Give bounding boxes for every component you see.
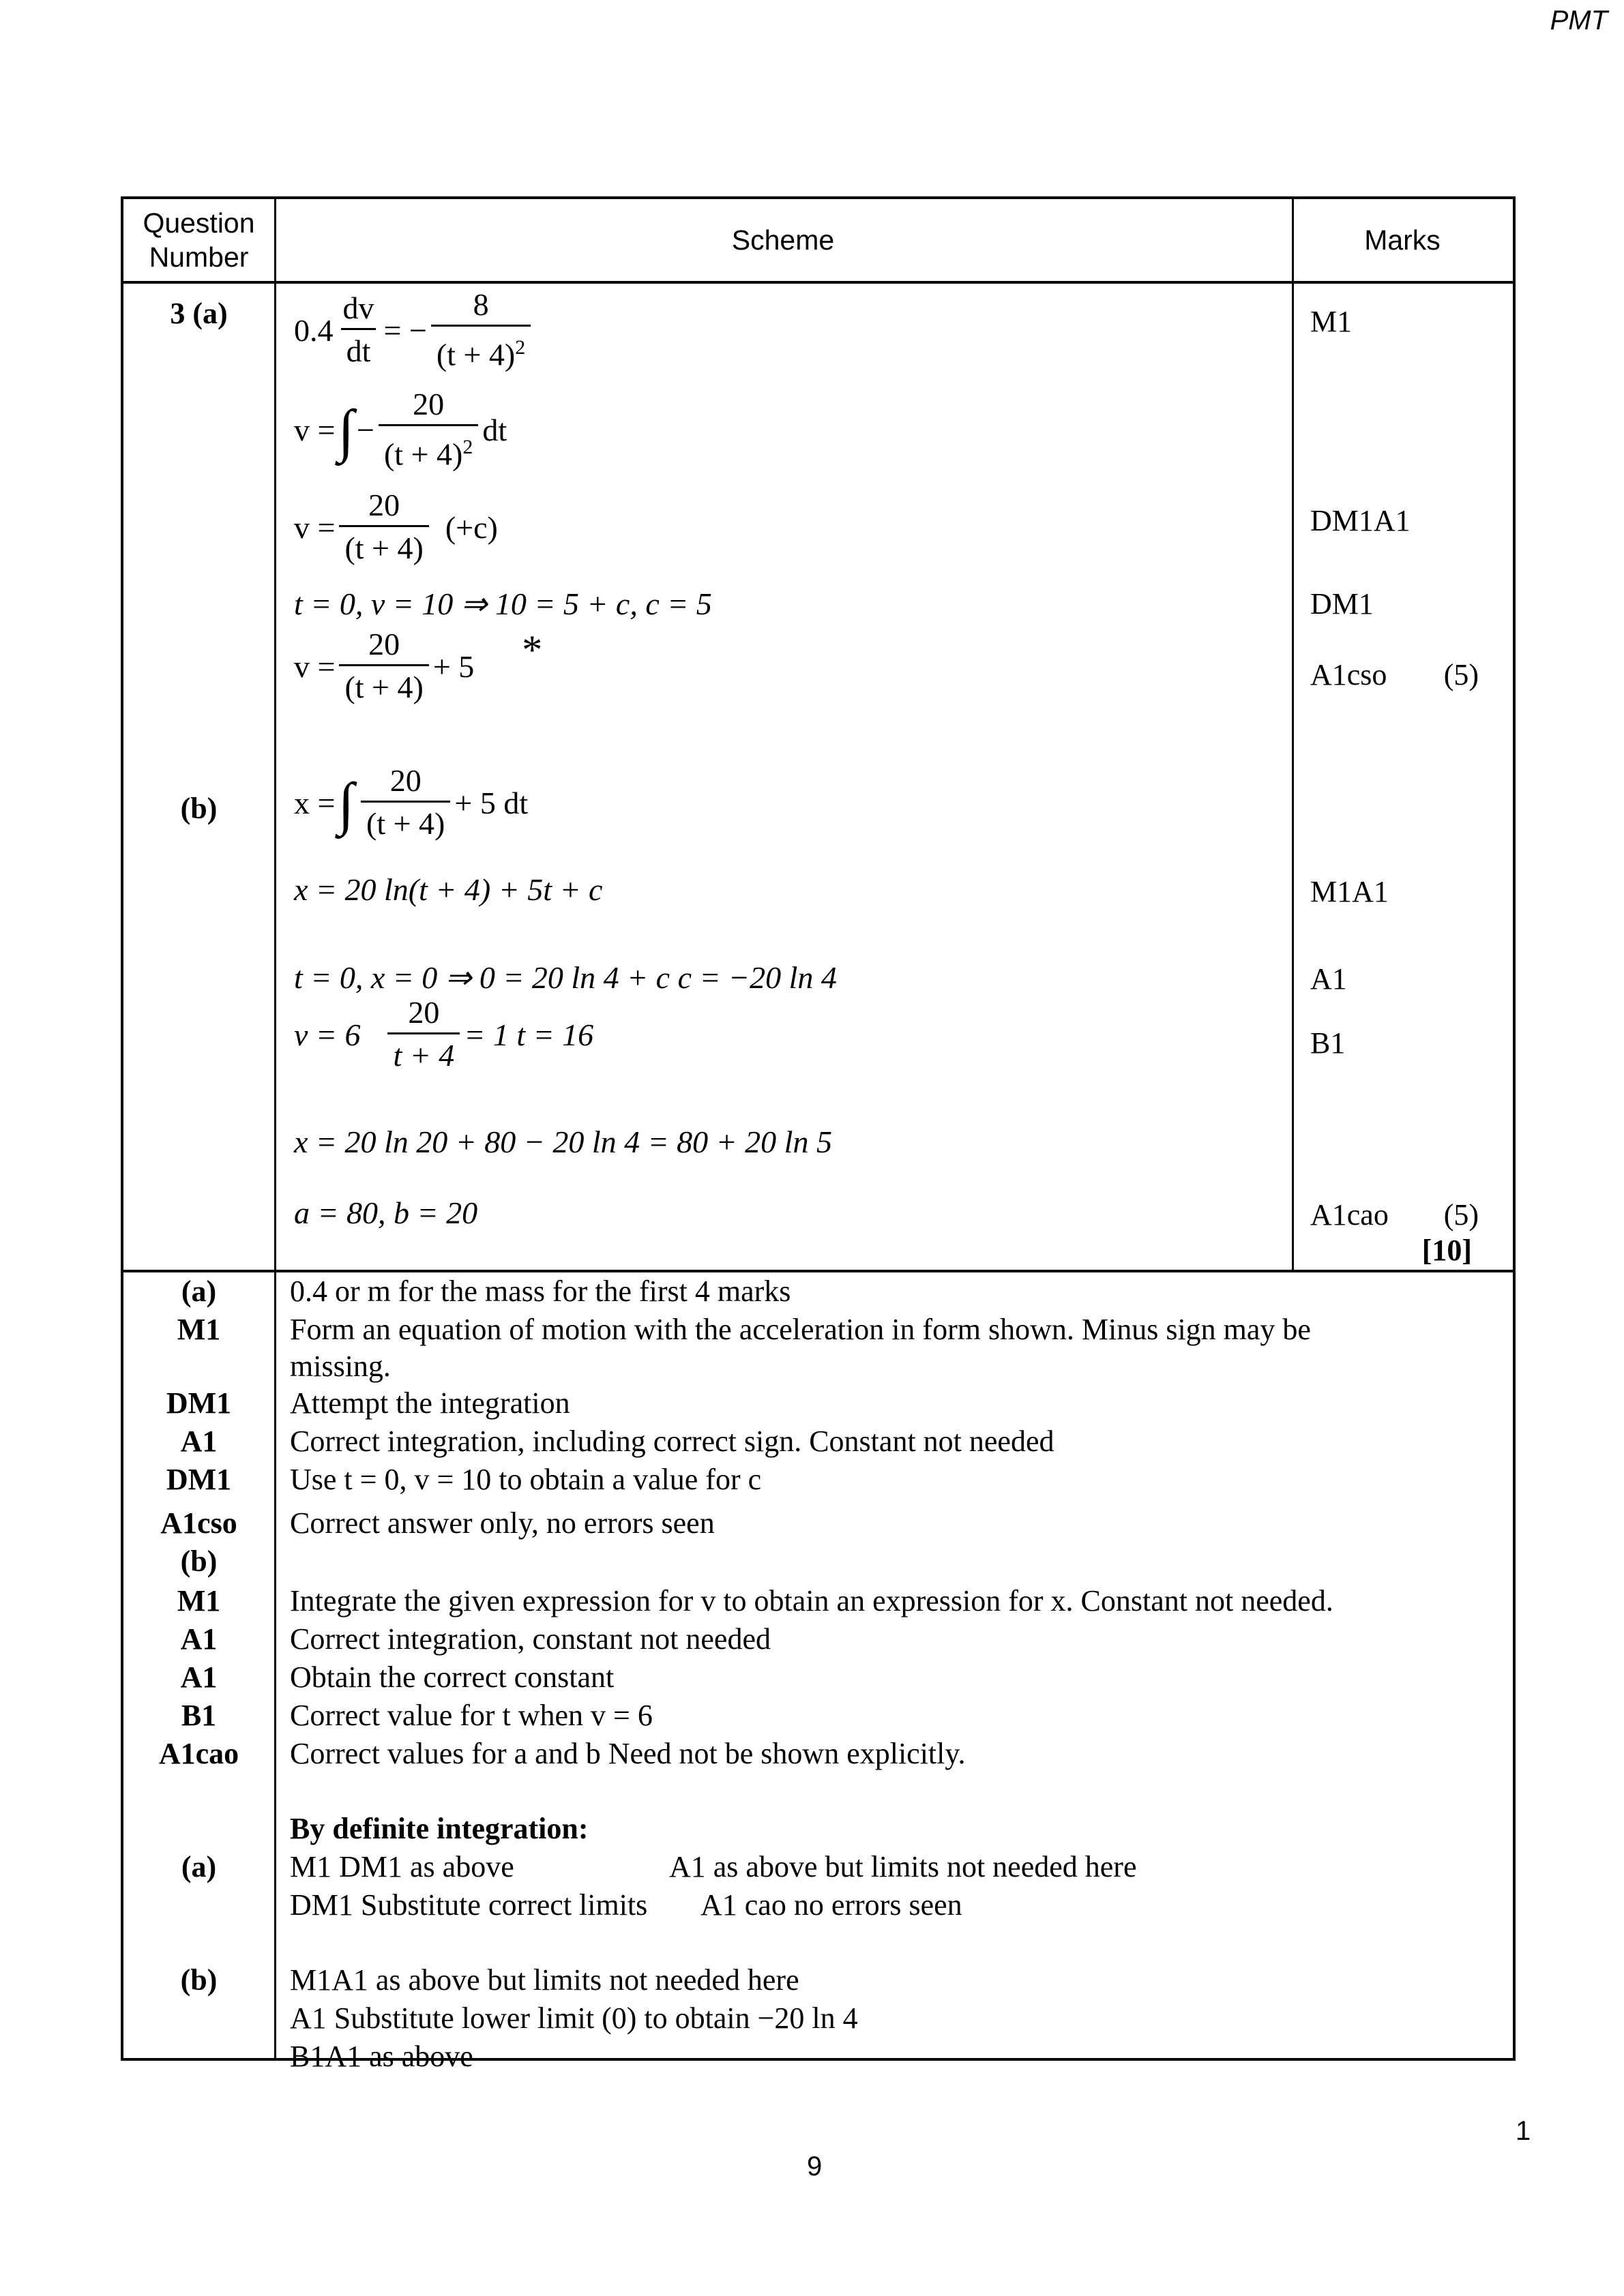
integral-icon: ∫ — [338, 397, 355, 463]
note-text: Attempt the integration — [290, 1386, 570, 1420]
note-text: Obtain the correct constant — [290, 1660, 615, 1694]
fraction — [379, 385, 478, 475]
note-label: B1 — [181, 1699, 217, 1732]
frac-den: (t + 4) — [339, 525, 428, 569]
lhs: v = — [294, 413, 336, 448]
fraction — [387, 993, 460, 1077]
mark-scheme-table — [121, 196, 1516, 2073]
marking-notes — [123, 1272, 1513, 2073]
scheme-b-line2 — [294, 871, 602, 908]
definite-heading: By definite integration: — [290, 1812, 589, 1845]
frac-den: t + 4 — [387, 1032, 460, 1077]
fraction — [339, 486, 428, 569]
note-text: Form an equation of motion with the acceleration in form shown. Minus sign may be — [290, 1313, 1311, 1346]
frac-num: 20 — [408, 995, 440, 1030]
note-label: A1 — [180, 1622, 218, 1656]
frac-den — [431, 325, 531, 376]
den-text: (t + 4) — [436, 337, 516, 372]
scheme-a-line4 — [294, 585, 712, 622]
equation-text: a = 80, b = 20 — [294, 1195, 478, 1230]
scheme-b-line5 — [294, 1124, 832, 1160]
subtotal-b: (5) — [1443, 1198, 1479, 1232]
fraction — [361, 761, 450, 845]
frac-num: 20 — [368, 627, 400, 661]
scheme-a-line5 — [294, 625, 542, 709]
header-question-line1: Question — [143, 207, 255, 239]
note-label: A1 — [180, 1660, 218, 1694]
mark-b4: A1cao — [1310, 1198, 1389, 1232]
equation-text: x = 20 ln 20 + 80 − 20 ln 4 = 80 + 20 ln 5 — [294, 1124, 832, 1159]
column-divider — [274, 284, 276, 1270]
scheme-body — [123, 284, 1513, 1272]
coef: 0.4 — [294, 313, 334, 348]
frac-den: (t + 4) — [361, 801, 450, 845]
note-text: Correct value for t when v = 6 — [290, 1699, 653, 1732]
scheme-b-line6 — [294, 1195, 477, 1231]
mark-b3: B1 — [1310, 1026, 1346, 1060]
tail: (+c) — [445, 510, 498, 545]
force-fraction — [431, 285, 531, 376]
lhs: v = — [294, 510, 336, 545]
definite-b-line2: A1 Substitute lower limit (0) to obtain −20 ln 4 — [290, 2001, 858, 2035]
lhs: v = 6 — [294, 1017, 361, 1052]
frac-num: 20 — [389, 763, 422, 798]
footer-index: 1 — [1516, 2116, 1531, 2146]
definite-a-line2-right: A1 cao no errors seen — [700, 1888, 962, 1922]
exponent: 2 — [462, 436, 473, 458]
exponent: 2 — [515, 336, 526, 359]
note-text: Correct integration, constant not needed — [290, 1622, 771, 1656]
note-text: 0.4 or m for the mass for the first 4 marks — [290, 1274, 791, 1308]
definite-a-line1-right: A1 as above but limits not needed here — [669, 1850, 1137, 1883]
note-text: Correct values for a and b Need not be shown explicitly. — [290, 1737, 966, 1770]
mark-b2: A1 — [1310, 962, 1347, 996]
note-label: DM1 — [166, 1386, 232, 1420]
lhs: v = — [294, 649, 336, 684]
definite-a-line1-left: M1 DM1 as above — [290, 1850, 514, 1883]
note-label: A1cao — [158, 1737, 239, 1770]
note-label: (b) — [180, 1545, 218, 1578]
header-question-number — [123, 199, 276, 281]
note-label: M1 — [177, 1584, 221, 1617]
frac-den: (t + 4) — [339, 664, 428, 709]
definite-b-line3: B1A1 as above — [290, 2040, 473, 2073]
column-divider — [1292, 284, 1294, 1270]
note-label: A1 — [180, 1425, 218, 1458]
note-text: Use t = 0, v = 10 to obtain a value for c — [290, 1463, 762, 1496]
note-label: (a) — [181, 1274, 217, 1308]
frac-num: 20 — [413, 387, 445, 421]
scheme-b-line1 — [294, 761, 528, 845]
integral-icon: ∫ — [338, 770, 355, 836]
frac-num: dv — [342, 290, 374, 326]
mark-a3: DM1 — [1310, 587, 1374, 621]
sign: − — [357, 413, 374, 448]
table-header — [123, 199, 1513, 284]
definite-part-b-label: (b) — [180, 1963, 218, 1997]
relation: = − — [383, 313, 427, 348]
frac-den — [379, 424, 478, 475]
note-label: M1 — [177, 1313, 221, 1346]
subtotal-a: (5) — [1443, 658, 1479, 691]
fraction — [339, 625, 428, 709]
frac-den: dt — [341, 328, 377, 372]
equation-text: t = 0, v = 10 ⇒ 10 = 5 + c, c = 5 — [294, 586, 712, 621]
definite-part-a-label: (a) — [181, 1850, 217, 1883]
note-text: Integrate the given expression for v to obtain an expression for x. Constant not needed. — [290, 1584, 1333, 1617]
header-scheme: Scheme — [274, 199, 1294, 281]
scheme-a-line1 — [294, 285, 535, 376]
tail: dt — [482, 413, 507, 448]
scheme-b-line4 — [294, 993, 593, 1077]
scheme-a-line3 — [294, 486, 498, 569]
corner-label: PMT — [1550, 5, 1608, 35]
definite-b-line1: M1A1 as above but limits not needed here — [290, 1963, 799, 1997]
mark-b1: M1A1 — [1310, 875, 1389, 908]
scheme-a-line2 — [294, 385, 507, 475]
note-text: Correct integration, including correct sign. Constant not needed — [290, 1425, 1054, 1458]
tail: = 1 t = 16 — [464, 1017, 594, 1052]
frac-num: 8 — [473, 287, 489, 322]
question-total: [10] — [1421, 1234, 1472, 1267]
header-question-line2: Number — [149, 241, 249, 273]
note-label: DM1 — [166, 1463, 232, 1496]
mark-a2: DM1A1 — [1310, 504, 1411, 537]
page-number: 9 — [807, 2151, 823, 2181]
equation-text: t = 0, x = 0 ⇒ 0 = 20 ln 4 + c c = −20 ln 4 — [294, 960, 837, 995]
header-marks: Marks — [1364, 224, 1441, 256]
tail: + 5 dt — [454, 786, 529, 820]
frac-num: 20 — [368, 488, 400, 522]
tail: + 5 — [432, 649, 475, 684]
note-text: Correct answer only, no errors seen — [290, 1506, 715, 1540]
mark-a4: A1cso — [1310, 658, 1387, 691]
question-part-a-label: 3 (a) — [170, 297, 228, 330]
note-label: A1cso — [160, 1506, 237, 1540]
note-text: missing. — [290, 1350, 391, 1383]
column-divider — [274, 1272, 276, 2058]
equation-text: x = 20 ln(t + 4) + 5t + c — [294, 872, 603, 907]
lhs: x = — [294, 786, 336, 820]
scheme-b-line3 — [294, 959, 837, 996]
asterisk-icon: * — [522, 627, 543, 672]
derivative-fraction — [338, 288, 380, 372]
definite-a-line2-left: DM1 Substitute correct limits — [290, 1888, 648, 1922]
question-part-b-label: (b) — [180, 792, 218, 825]
mark-a1: M1 — [1310, 305, 1353, 338]
den-text: (t + 4) — [383, 436, 463, 472]
